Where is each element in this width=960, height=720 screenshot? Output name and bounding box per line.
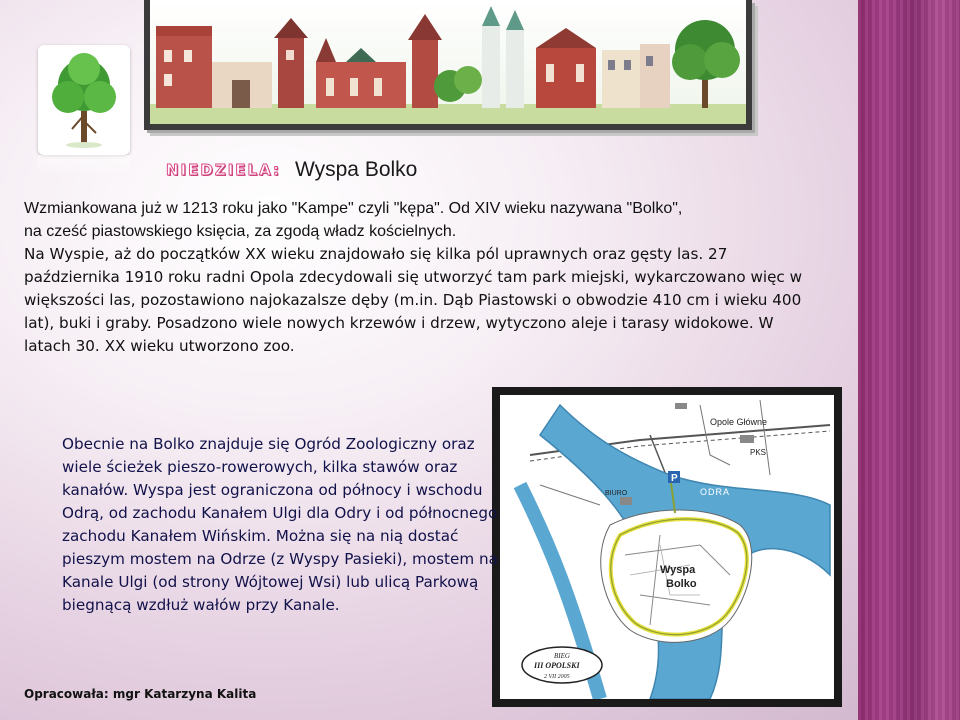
intro-line-2: na cześć piastowskiego księcia, za zgodą władz kościelnych. (24, 223, 457, 240)
svg-text:2 VII 2005: 2 VII 2005 (544, 674, 570, 680)
page-title: Wyspa Bolko (294, 158, 418, 181)
tree-icon (38, 45, 130, 155)
bolko-island (601, 510, 752, 642)
description-paragraph: Obecnie na Bolko znajduje się Ogród Zoologiczny oraz wiele ścieżek pieszo-rowerowych, kilka stawów oraz kanałów. Wyspa jest ograniczona od północy i wschodu Odrą, od zachodu Kanałem Ulgi dla Odry i od północnego zachodu Kanałem Wińskim. Można się na nią dostać pieszym mostem na Odrze (z Wyspy Pasieki), mostem na Kanale Ulgi (od strony Wójtowej Wsi) lub ulicą Parkową biegnącą wzdłuż wałów przy Kanale. (62, 435, 498, 614)
tree-logo-card (38, 45, 130, 155)
biuro-label: BIURO (605, 490, 628, 497)
intro-line-1: Wzmiankowana już w 1213 roku jako "Kampe" czyli "kępa". Od XIV wieku nazywana "Bolko", (24, 200, 683, 217)
svg-text:P: P (671, 473, 678, 484)
intro-text (24, 197, 814, 243)
day-label: NIEDZIELA: (166, 161, 281, 179)
title-row (166, 155, 417, 185)
station-label: Opole Główne (710, 417, 768, 427)
map-frame (492, 387, 842, 707)
decorative-side-strip (858, 0, 960, 720)
banner-frame (144, 0, 752, 130)
pks-label: PKS (750, 448, 767, 457)
author-credit: Opracowała: mgr Katarzyna Kalita (24, 687, 257, 701)
tree-card-reflection (38, 155, 130, 177)
island-label-1: Wyspa (660, 564, 696, 576)
svg-text:III OPOLSKI: III OPOLSKI (534, 661, 580, 670)
island-label-2: Bolko (666, 578, 697, 590)
bolko-island-map (500, 395, 834, 699)
svg-text:BIEG: BIEG (554, 652, 570, 660)
river-label: ODRA (700, 487, 731, 497)
history-paragraph: Na Wyspie, aż do początków XX wieku znajdowało się kilka pól uprawnych oraz gęsty las. 27 października 1910 roku radni Opola zdecydowali się utworzyć tam park miejski, wykarczowano więc w większości las, pozostawiono najokazalsze dęby (m.in. Dąb Piastowski o obwodzie 410 cm i wieku 400 lat), buki i graby. Posadzono wiele nowych krzewów i drzew, wytyczono aleje i tarasy widokowe. W latach 30. XX wieku utworzono zoo. (24, 245, 803, 355)
city-skyline-illustration (150, 0, 746, 124)
